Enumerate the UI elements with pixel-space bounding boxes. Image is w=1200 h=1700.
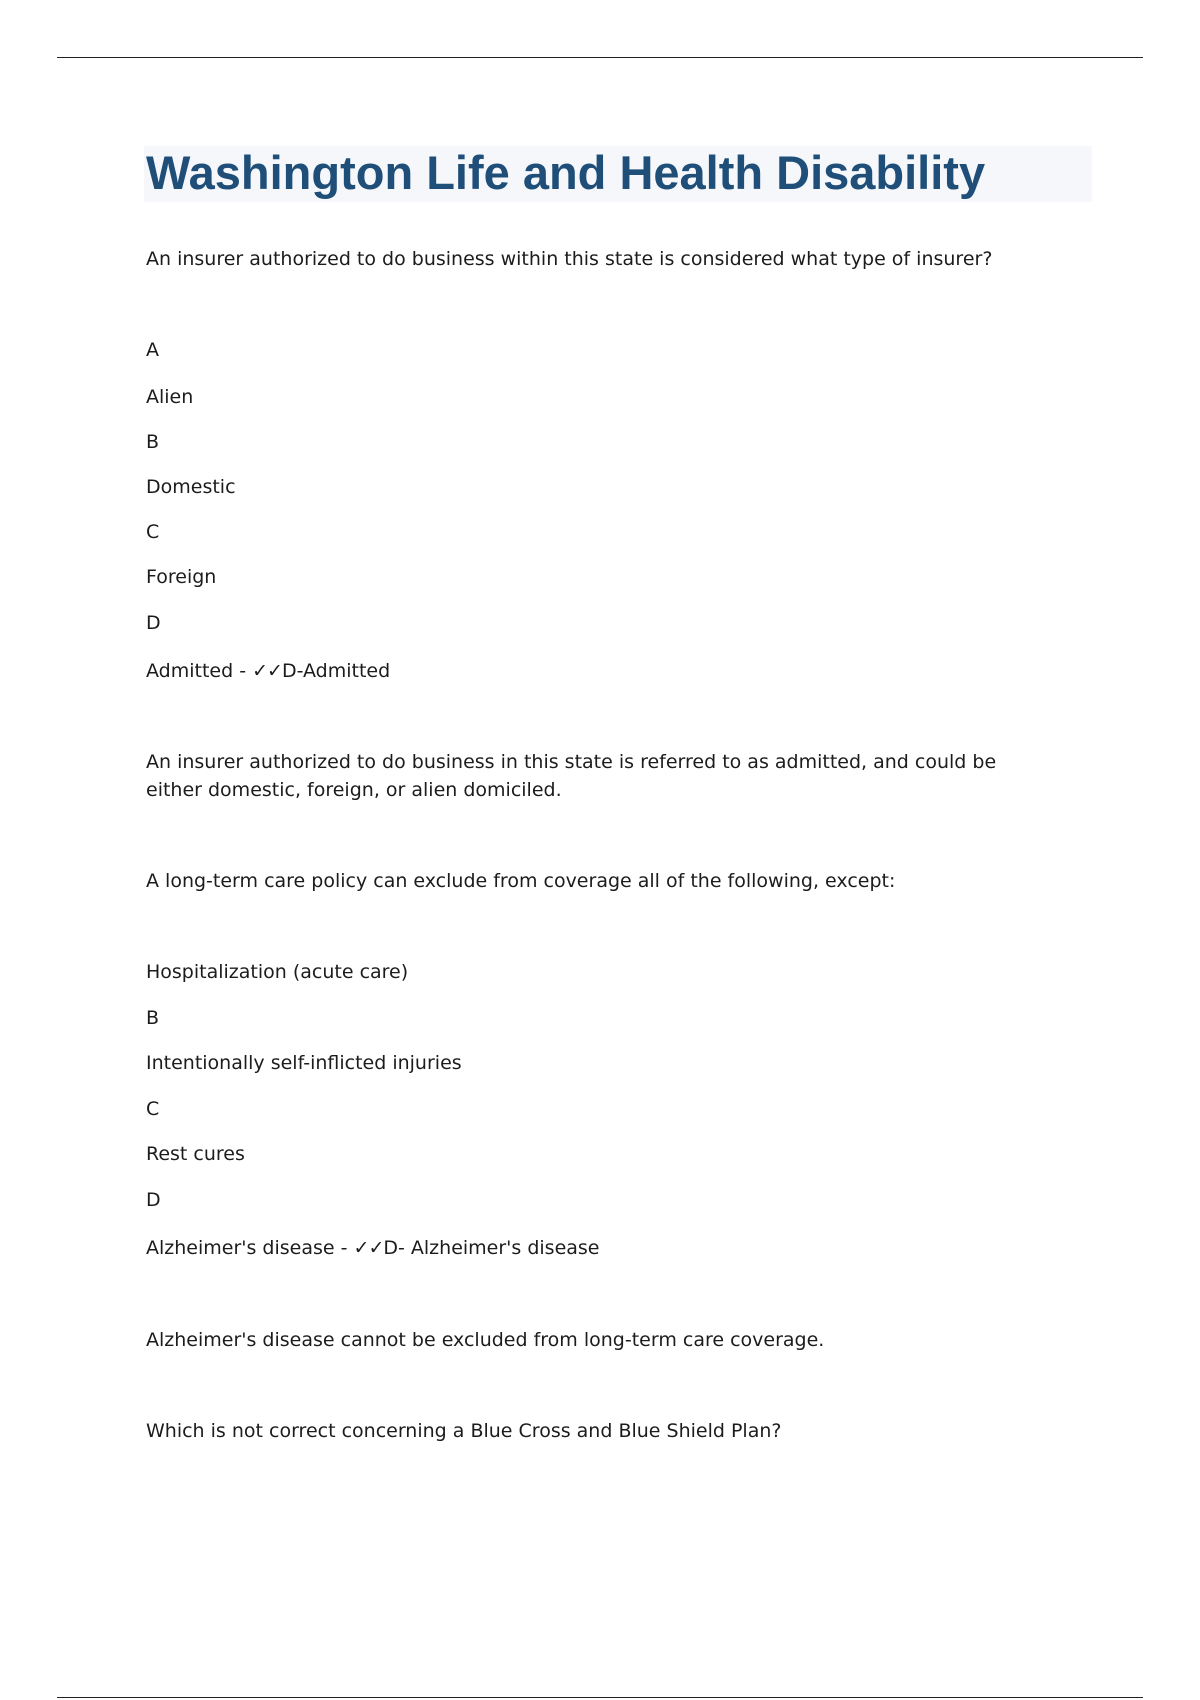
- question-1-answer-line: [146, 657, 390, 685]
- question-2-explanation: Alzheimer's disease cannot be excluded from long-term care coverage.: [146, 1329, 825, 1351]
- question-2-prompt: A long-term care policy can exclude from coverage all of the following, except:: [146, 870, 896, 892]
- question-2-answer-line: [146, 1234, 600, 1262]
- question-2-option-b-letter: B: [146, 1007, 160, 1029]
- question-1-option-b-text: Domestic: [146, 476, 236, 498]
- double-check-icon: ✓✓: [353, 1237, 384, 1259]
- question-2-option-c-text: Rest cures: [146, 1143, 245, 1165]
- question-1-prompt: An insurer authorized to do business within this state is considered what type of insurer?: [146, 248, 993, 270]
- question-1-option-a-letter: A: [146, 339, 159, 361]
- question-1-option-c-letter: C: [146, 521, 160, 543]
- question-2-option-d-text: Alzheimer's disease -: [146, 1237, 354, 1259]
- question-2-option-c-letter: C: [146, 1098, 160, 1120]
- question-2-option-b-text: Intentionally self-inflicted injuries: [146, 1052, 462, 1074]
- footer-rule: [57, 1697, 1143, 1698]
- question-2-answer: D- Alzheimer's disease: [383, 1237, 600, 1259]
- question-2-option-d-letter: D: [146, 1189, 161, 1211]
- document-title: Washington Life and Health Disability: [146, 146, 986, 199]
- question-1-option-d-letter: D: [146, 612, 161, 634]
- double-check-icon: ✓✓: [252, 660, 282, 682]
- question-1-answer: D-Admitted: [281, 660, 391, 682]
- header-rule: [57, 57, 1143, 58]
- question-1-explanation: An insurer authorized to do business in this state is referred to as admitted, and could be either domestic, foreign, or alien domiciled.: [146, 751, 997, 801]
- question-1-option-b-letter: B: [146, 431, 160, 453]
- question-3-prompt: Which is not correct concerning a Blue Cross and Blue Shield Plan?: [146, 1420, 782, 1442]
- question-1-option-c-text: Foreign: [146, 566, 217, 588]
- question-1-option-a-text: Alien: [146, 386, 194, 408]
- question-2-option-a-text: Hospitalization (acute care): [146, 961, 409, 983]
- question-1-option-d-text: Admitted -: [146, 660, 253, 682]
